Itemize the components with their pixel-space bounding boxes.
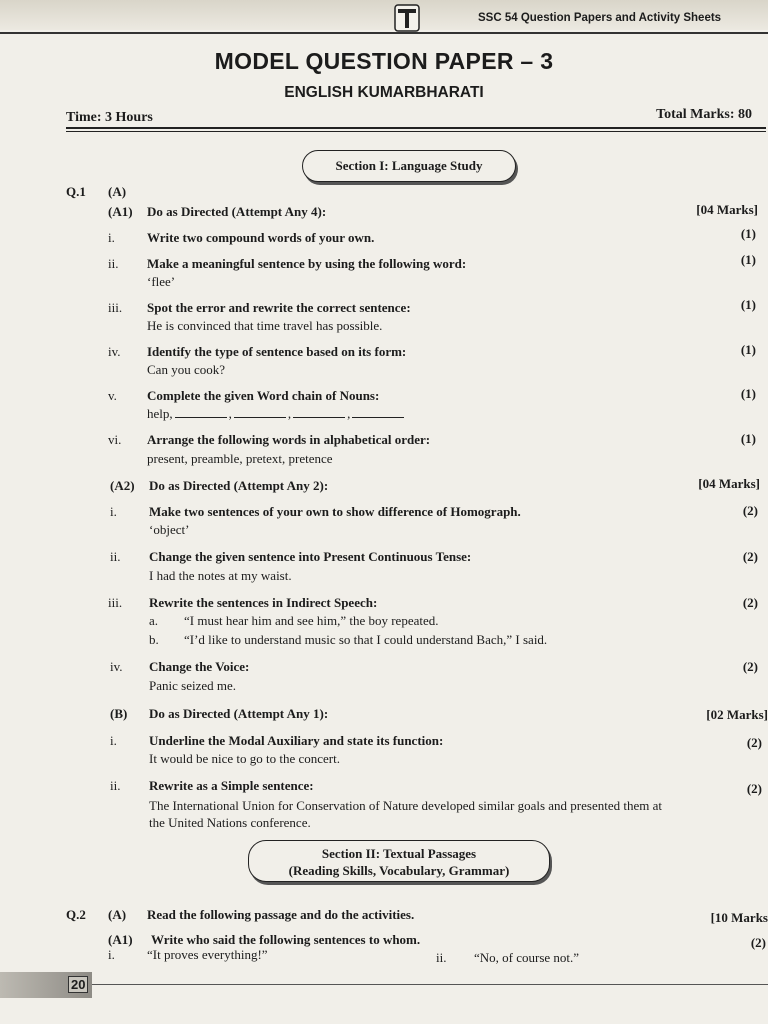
- page-title: MODEL QUESTION PAPER – 3: [214, 48, 554, 74]
- b-item-question: Underline the Modal Auxiliary and state its function:: [149, 733, 444, 748]
- b-item-number: ii.: [110, 778, 121, 793]
- a2-item-number: ii.: [110, 549, 121, 564]
- answer-blank[interactable]: [293, 407, 345, 418]
- q2-item-number: ii.: [436, 950, 447, 965]
- q1-part: (A): [108, 184, 127, 199]
- a2-item-marks: (2): [742, 503, 758, 518]
- section-2-title: Section II: Textual Passages: [321, 846, 477, 861]
- q2-item-text: “It proves everything!”: [147, 947, 268, 962]
- b-item-marks: (2): [746, 781, 762, 796]
- q2-part: (A): [108, 907, 127, 922]
- a2-title: Do as Directed (Attempt Any 2):: [149, 478, 329, 493]
- a2-marks: [04 Marks]: [698, 476, 760, 491]
- b-item-detail-cont: the United Nations conference.: [149, 815, 311, 830]
- page-subtitle: ENGLISH KUMARBHARATI: [284, 84, 484, 101]
- q2-item-text: “No, of course not.”: [474, 950, 580, 965]
- a2-item-detail: I had the notes at my waist.: [149, 568, 292, 583]
- b-item-detail: The International Union for Conservation of Nature developed similar goals and presented them at: [149, 798, 662, 813]
- b-marks: [02 Marks]: [706, 707, 768, 722]
- a1-item-detail: ‘flee’: [147, 274, 176, 289]
- q2-title: Read the following passage and do the activities.: [147, 907, 415, 922]
- publisher-logo-icon: [394, 4, 420, 32]
- title-rule: [66, 127, 766, 129]
- b-item-marks: (2): [746, 735, 762, 750]
- sub-item-label: a.: [149, 613, 159, 628]
- b-item-question: Rewrite as a Simple sentence:: [149, 778, 314, 793]
- sub-item-label: b.: [149, 632, 159, 647]
- a1-item-marks: (1): [740, 297, 756, 312]
- a2-item-number: iii.: [108, 595, 123, 610]
- section-2-subtitle: (Reading Skills, Vocabulary, Grammar): [288, 863, 510, 878]
- a1-item-detail: He is convinced that time travel has possible.: [147, 318, 383, 333]
- a1-item-number: iii.: [108, 300, 123, 315]
- a1-item-number: i.: [108, 230, 115, 245]
- a1-item-marks: (1): [740, 386, 756, 401]
- a2-item-question: Make two sentences of your own to show difference of Homograph.: [149, 504, 521, 519]
- time-allowed: Time: 3 Hours: [66, 110, 153, 125]
- answer-blank[interactable]: [175, 407, 227, 418]
- a2-label: (A2): [110, 478, 135, 493]
- a1-item-marks: (1): [740, 431, 756, 446]
- a1-item-detail: Can you cook?: [147, 362, 225, 377]
- a2-item-marks: (2): [742, 595, 758, 610]
- page-number: 20: [68, 976, 88, 993]
- a2-item-number: iv.: [110, 659, 123, 674]
- answer-blank[interactable]: [234, 407, 286, 418]
- a2-item-question: Change the given sentence into Present Continuous Tense:: [149, 549, 472, 564]
- q2-a1-title: Write who said the following sentences to whom.: [151, 932, 421, 947]
- q2-item-number: i.: [108, 947, 115, 962]
- a1-item-question: Spot the error and rewrite the correct sentence:: [147, 300, 411, 315]
- a2-item-detail: ‘object’: [149, 522, 190, 537]
- a1-item-number: iv.: [108, 344, 121, 359]
- a1-item-marks: (1): [740, 342, 756, 357]
- a1-item-question: Complete the given Word chain of Nouns:: [147, 388, 380, 403]
- a2-item-question: Rewrite the sentences in Indirect Speech:: [149, 595, 378, 610]
- a2-item-marks: (2): [742, 549, 758, 564]
- a1-item-marks: (1): [740, 226, 756, 241]
- q2-a1-label: (A1): [108, 932, 133, 947]
- series-title: SSC 54 Question Papers and Activity Sheets: [478, 12, 722, 24]
- word-chain-line: help, , , ,: [147, 406, 406, 422]
- title-rule-thin: [66, 131, 766, 132]
- sub-item-text: “I must hear him and see him,” the boy repeated.: [184, 613, 439, 628]
- a1-item-question: Identify the type of sentence based on its form:: [147, 344, 407, 359]
- b-title: Do as Directed (Attempt Any 1):: [149, 706, 329, 721]
- a1-title: Do as Directed (Attempt Any 4):: [147, 204, 327, 219]
- q2-a1-marks: (2): [750, 935, 766, 950]
- a1-item-detail: present, preamble, pretext, pretence: [147, 451, 333, 466]
- a1-item-question: Write two compound words of your own.: [147, 230, 375, 245]
- a1-item-question: Arrange the following words in alphabetical order:: [147, 432, 431, 447]
- b-item-detail: It would be nice to go to the concert.: [149, 751, 340, 766]
- total-marks: Total Marks: 80: [656, 107, 752, 122]
- section-1-heading: Section I: Language Study: [302, 150, 516, 182]
- footer-rule: [92, 984, 768, 985]
- a1-label: (A1): [108, 204, 133, 219]
- b-item-number: i.: [110, 733, 117, 748]
- q2-number: Q.2: [66, 907, 86, 922]
- a1-item-detail: help,: [147, 406, 173, 421]
- a1-item-number: v.: [108, 388, 117, 403]
- sub-item-text: “I’d like to understand music so that I could understand Bach,” I said.: [184, 632, 548, 647]
- section-2-heading: [248, 840, 550, 882]
- a2-item-number: i.: [110, 504, 117, 519]
- a2-item-marks: (2): [742, 659, 758, 674]
- a1-item-marks: (1): [740, 252, 756, 267]
- a1-item-number: vi.: [108, 432, 122, 447]
- b-label: (B): [110, 706, 128, 721]
- a1-marks: [04 Marks]: [696, 202, 758, 217]
- a1-item-question: Make a meaningful sentence by using the following word:: [147, 256, 467, 271]
- answer-blank[interactable]: [352, 407, 404, 418]
- q2-marks: [10 Marks: [710, 910, 768, 925]
- q1-number: Q.1: [66, 184, 86, 199]
- header-divider: [0, 32, 768, 34]
- a1-item-number: ii.: [108, 256, 119, 271]
- a2-item-detail: Panic seized me.: [149, 678, 236, 693]
- a2-item-question: Change the Voice:: [149, 659, 250, 674]
